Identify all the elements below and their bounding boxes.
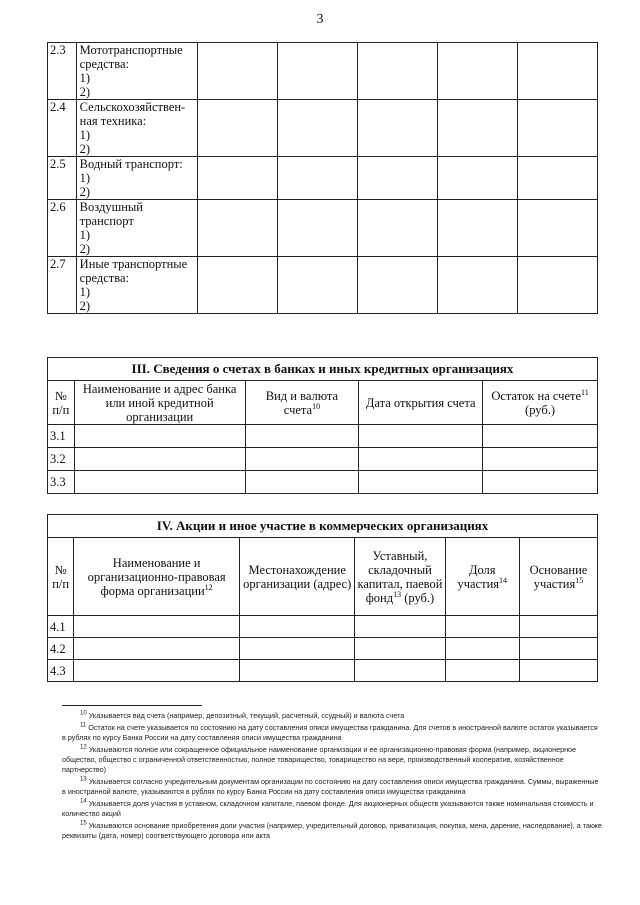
row-number: 3.2 bbox=[48, 448, 75, 471]
header-num: № п/п bbox=[48, 538, 74, 616]
cell bbox=[518, 43, 598, 100]
footnotes bbox=[62, 711, 602, 843]
cell bbox=[358, 157, 438, 200]
label-line: Иные транспортные bbox=[79, 257, 188, 271]
footnote-number: 12 bbox=[80, 744, 87, 751]
vehicle-type-label bbox=[76, 257, 198, 314]
cell bbox=[359, 448, 483, 471]
header-location: Местонахождение организации (адрес) bbox=[240, 538, 355, 616]
table-row bbox=[48, 638, 598, 660]
cell bbox=[438, 157, 518, 200]
cell bbox=[358, 257, 438, 314]
label-line: 2) bbox=[79, 299, 91, 313]
cell bbox=[198, 200, 278, 257]
cell bbox=[438, 257, 518, 314]
cell bbox=[518, 157, 598, 200]
cell bbox=[438, 100, 518, 157]
label-line: 2) bbox=[79, 242, 91, 256]
cell bbox=[278, 200, 358, 257]
label-line: ная техника: bbox=[79, 114, 147, 128]
cell bbox=[245, 425, 359, 448]
cell bbox=[278, 100, 358, 157]
footnote bbox=[62, 821, 602, 841]
table-row bbox=[48, 43, 598, 100]
cell bbox=[445, 616, 519, 638]
label-line: 1) bbox=[79, 128, 91, 142]
label-line: 1) bbox=[79, 228, 91, 242]
cell bbox=[245, 471, 359, 494]
row-number: 2.3 bbox=[48, 43, 77, 100]
footnote-number: 14 bbox=[80, 798, 87, 805]
header-share: Доля участия$^{14}$ bbox=[445, 538, 519, 616]
label-line: Сельскохозяйствен- bbox=[79, 100, 186, 114]
cell bbox=[519, 660, 597, 682]
cell bbox=[198, 257, 278, 314]
footnote-text: Указываются полное или сокращенное официальное наименование организации и ее организационно-правовая форма (например, акционерное общество, общество с ограниченной ответственностью, полное товарищество, товарищество на вере, производственный кооператив, хозяйственное партнерство) bbox=[62, 745, 577, 774]
cell bbox=[240, 638, 355, 660]
cell bbox=[483, 425, 598, 448]
label-line: средства: bbox=[79, 57, 129, 71]
table-row bbox=[48, 660, 598, 682]
footnote bbox=[62, 745, 602, 775]
cell bbox=[519, 616, 597, 638]
label-line: 2) bbox=[79, 185, 91, 199]
footnote-text: Указывается доля участия в уставном, складочном капитале, паевом фонде. Для акционерных обществ указываются также номинальная стоимость и количество акций bbox=[62, 799, 594, 818]
row-number: 2.4 bbox=[48, 100, 77, 157]
row-number: 4.1 bbox=[48, 616, 74, 638]
cell bbox=[74, 471, 245, 494]
header-bank-name: Наименование и адрес банка или иной кредитной организации bbox=[74, 381, 245, 425]
cell bbox=[518, 257, 598, 314]
vehicle-type-label bbox=[76, 157, 198, 200]
row-number: 3.3 bbox=[48, 471, 75, 494]
label-line: Мототранспортные bbox=[79, 43, 183, 57]
header-open-date: Дата открытия счета bbox=[359, 381, 483, 425]
table-row bbox=[48, 100, 598, 157]
table-row bbox=[48, 471, 598, 494]
footnote-text: Указывается согласно учредительным документам организации по состоянию на дату составления описи имущества гражданина. Суммы, выраженные в иностранной валюте, указываются в рублях по курсу Банка России на дату составления описи имущества гражданина bbox=[62, 777, 599, 796]
table-row bbox=[48, 425, 598, 448]
vehicles-table bbox=[47, 42, 598, 314]
cell bbox=[438, 43, 518, 100]
cell bbox=[245, 448, 359, 471]
cell bbox=[240, 616, 355, 638]
header-capital: Уставный, складочный капитал, паевой фонд$^{13}$ (руб.) bbox=[355, 538, 445, 616]
cell bbox=[483, 448, 598, 471]
footnote-text: Указывается вид счета (например, депозитный, текущий, расчетный, ссудный) и валюта счета bbox=[88, 711, 405, 720]
label-line: 1) bbox=[79, 71, 91, 85]
cell bbox=[519, 638, 597, 660]
bank-accounts-table bbox=[47, 357, 598, 494]
table-row bbox=[48, 257, 598, 314]
footnote-text: Указываются основание приобретения доли участия (например, учредительный договор, приватизация, покупка, мена, дарение, наследование), а также реквизиты (дата, номер) соответствующего договора или акта bbox=[62, 821, 602, 840]
footnote-divider bbox=[62, 705, 202, 706]
table-row bbox=[48, 616, 598, 638]
label-line: транспорт bbox=[79, 214, 134, 228]
header-balance: Остаток на счете$^{11}$ (руб.) bbox=[483, 381, 598, 425]
row-number: 3.1 bbox=[48, 425, 75, 448]
cell bbox=[278, 257, 358, 314]
cell bbox=[518, 200, 598, 257]
page-number: 3 bbox=[316, 12, 324, 27]
cell bbox=[355, 616, 445, 638]
cell bbox=[358, 200, 438, 257]
cell bbox=[355, 638, 445, 660]
row-number: 2.6 bbox=[48, 200, 77, 257]
cell bbox=[198, 157, 278, 200]
cell bbox=[74, 425, 245, 448]
header-basis: Основание участия$^{15}$ bbox=[519, 538, 597, 616]
footnote-number: 13 bbox=[80, 776, 87, 783]
cell bbox=[74, 448, 245, 471]
label-line: 2) bbox=[79, 142, 91, 156]
cell bbox=[483, 471, 598, 494]
cell bbox=[358, 43, 438, 100]
footnote-number: 15 bbox=[80, 820, 87, 827]
cell bbox=[240, 660, 355, 682]
cell bbox=[74, 660, 240, 682]
label-line: 1) bbox=[79, 285, 91, 299]
header-account-type: Вид и валюта счета$^{10}$ bbox=[245, 381, 359, 425]
cell bbox=[278, 157, 358, 200]
vehicle-type-label bbox=[76, 100, 198, 157]
cell bbox=[438, 200, 518, 257]
row-number: 2.5 bbox=[48, 157, 77, 200]
label-line: средства: bbox=[79, 271, 129, 285]
table-row bbox=[48, 157, 598, 200]
row-number: 4.3 bbox=[48, 660, 74, 682]
cell bbox=[198, 43, 278, 100]
cell bbox=[198, 100, 278, 157]
header-org-name: Наименование и организационно-правовая форма организации$^{12}$ bbox=[74, 538, 240, 616]
cell bbox=[74, 638, 240, 660]
cell bbox=[74, 616, 240, 638]
footnote bbox=[62, 777, 602, 797]
label-line: 1) bbox=[79, 171, 91, 185]
cell bbox=[518, 100, 598, 157]
footnote-number: 11 bbox=[80, 722, 87, 729]
shares-table bbox=[47, 514, 598, 682]
cell bbox=[359, 425, 483, 448]
cell bbox=[445, 638, 519, 660]
section-title: III. Сведения о счетах в банках и иных кредитных организациях bbox=[48, 358, 598, 381]
cell bbox=[358, 100, 438, 157]
footnote bbox=[62, 711, 602, 721]
row-number: 4.2 bbox=[48, 638, 74, 660]
cell bbox=[278, 43, 358, 100]
header-num: № п/п bbox=[48, 381, 75, 425]
cell bbox=[445, 660, 519, 682]
cell bbox=[355, 660, 445, 682]
cell bbox=[359, 471, 483, 494]
vehicle-type-label bbox=[76, 43, 198, 100]
label-line: Воздушный bbox=[79, 200, 143, 214]
table-row bbox=[48, 200, 598, 257]
row-number: 2.7 bbox=[48, 257, 77, 314]
footnote bbox=[62, 723, 602, 743]
footnote-text: Остаток на счете указывается по состоянию на дату составления описи имущества гражданина. Для счетов в иностранной валюте остаток указывается в рублях по курсу Банка России на дату составления описи имущества гражданина bbox=[62, 723, 598, 742]
footnote bbox=[62, 799, 602, 819]
section-title: IV. Акции и иное участие в коммерческих организациях bbox=[48, 515, 598, 538]
label-line: Водный транспорт: bbox=[79, 157, 183, 171]
label-line: 2) bbox=[79, 85, 91, 99]
vehicle-type-label bbox=[76, 200, 198, 257]
footnote-number: 10 bbox=[80, 710, 87, 717]
table-row bbox=[48, 448, 598, 471]
